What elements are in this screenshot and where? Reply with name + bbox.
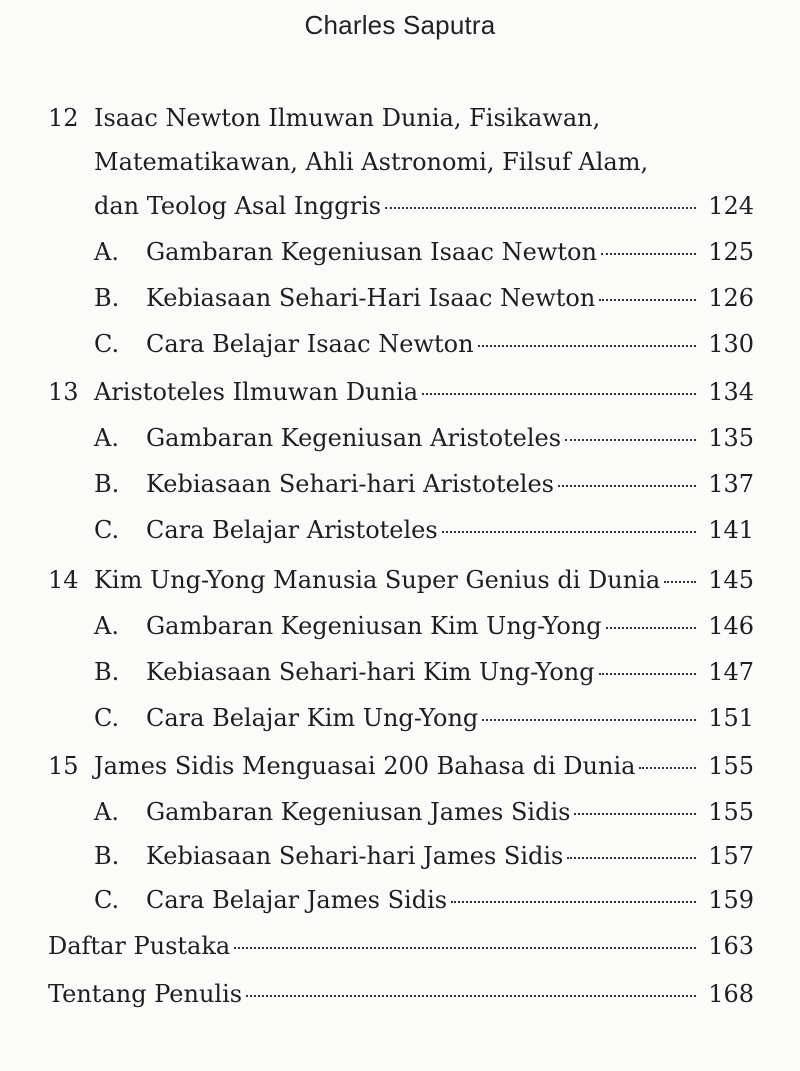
section-entry[interactable] (94, 238, 754, 266)
bibliography-entry[interactable] (48, 932, 754, 960)
section-entry[interactable] (94, 886, 754, 914)
chapter-number: 15 (48, 752, 79, 780)
section-title: Kebiasaan Sehari-hari Kim Ung-Yong (146, 658, 595, 686)
chapter-title-line: dan Teolog Asal Inggris (94, 192, 382, 220)
chapter-14-entry[interactable] (48, 566, 754, 594)
dot-leader (442, 531, 696, 533)
chapter-title-line: Isaac Newton Ilmuwan Dunia, Fisikawan, (94, 104, 601, 132)
section-title: Cara Belajar Kim Ung-Yong (146, 704, 479, 732)
chapter-12-title-line-2 (94, 148, 648, 176)
section-letter: B. (94, 842, 120, 870)
section-letter: A. (94, 798, 119, 826)
chapter-12-entry[interactable] (94, 192, 754, 220)
page-number: 126 (708, 284, 754, 312)
page-number: 145 (708, 566, 754, 594)
section-title: Gambaran Kegeniusan James Sidis (146, 798, 571, 826)
dot-leader (385, 207, 696, 209)
chapter-13-entry[interactable] (48, 378, 754, 406)
section-entry[interactable] (94, 704, 754, 732)
section-entry[interactable] (94, 330, 754, 358)
dot-leader (246, 995, 696, 997)
dot-leader (567, 857, 696, 859)
dot-leader (482, 719, 696, 721)
dot-leader (599, 299, 696, 301)
page-number: 137 (708, 470, 754, 498)
dot-leader (606, 627, 696, 629)
chapter-12-title-line-1 (48, 104, 600, 132)
section-entry[interactable] (94, 612, 754, 640)
chapter-number: 12 (48, 104, 79, 132)
dot-leader (451, 901, 696, 903)
back-matter-title: Tentang Penulis (48, 980, 243, 1008)
section-title: Cara Belajar Aristoteles (146, 516, 438, 544)
section-title: Kebiasaan Sehari-Hari Isaac Newton (146, 284, 596, 312)
page-number: 125 (708, 238, 754, 266)
chapter-title: Kim Ung-Yong Manusia Super Genius di Dunia (94, 566, 661, 594)
chapter-number: 13 (48, 378, 79, 406)
section-title: Kebiasaan Sehari-hari James Sidis (146, 842, 564, 870)
page-number: 146 (708, 612, 754, 640)
dot-leader (601, 253, 696, 255)
section-title: Gambaran Kegeniusan Aristoteles (146, 424, 562, 452)
dot-leader (478, 345, 696, 347)
dot-leader (599, 673, 696, 675)
section-entry[interactable] (94, 470, 754, 498)
section-entry[interactable] (94, 424, 754, 452)
section-letter: A. (94, 424, 119, 452)
chapter-number: 14 (48, 566, 79, 594)
section-letter: B. (94, 470, 120, 498)
section-letter: B. (94, 284, 120, 312)
section-letter: A. (94, 612, 119, 640)
chapter-title: James Sidis Menguasai 200 Bahasa di Dunia (94, 752, 636, 780)
page-number: 124 (708, 192, 754, 220)
page-number: 155 (708, 752, 754, 780)
page-number: 151 (708, 704, 754, 732)
section-entry[interactable] (94, 842, 754, 870)
dot-leader (574, 813, 696, 815)
page-number: 130 (708, 330, 754, 358)
page-number: 159 (708, 886, 754, 914)
section-entry[interactable] (94, 798, 754, 826)
section-title: Cara Belajar James Sidis (146, 886, 448, 914)
section-entry[interactable] (94, 516, 754, 544)
section-entry[interactable] (94, 658, 754, 686)
section-letter: B. (94, 658, 120, 686)
section-title: Gambaran Kegeniusan Kim Ung-Yong (146, 612, 602, 640)
section-letter: A. (94, 238, 119, 266)
section-letter: C. (94, 886, 120, 914)
page-number: 147 (708, 658, 754, 686)
dot-leader (664, 581, 696, 583)
section-title: Gambaran Kegeniusan Isaac Newton (146, 238, 597, 266)
dot-leader (565, 439, 696, 441)
chapter-title-line: Matematikawan, Ahli Astronomi, Filsuf Alam, (94, 148, 649, 176)
dot-leader (639, 767, 696, 769)
dot-leader (422, 393, 696, 395)
dot-leader (558, 485, 696, 487)
back-matter-title: Daftar Pustaka (48, 932, 231, 960)
page-number: 135 (708, 424, 754, 452)
chapter-15-entry[interactable] (48, 752, 754, 780)
section-title: Cara Belajar Isaac Newton (146, 330, 474, 358)
chapter-title: Aristoteles Ilmuwan Dunia (94, 378, 419, 406)
section-entry[interactable] (94, 284, 754, 312)
page-number: 134 (708, 378, 754, 406)
section-letter: C. (94, 704, 120, 732)
page-number: 157 (708, 842, 754, 870)
section-letter: C. (94, 516, 120, 544)
section-title: Kebiasaan Sehari-hari Aristoteles (146, 470, 554, 498)
section-letter: C. (94, 330, 120, 358)
page-number: 163 (708, 932, 754, 960)
about-author-entry[interactable] (48, 980, 754, 1008)
running-header-author: Charles Saputra (304, 10, 496, 40)
dot-leader (234, 947, 696, 949)
page-number: 168 (708, 980, 754, 1008)
page-number: 141 (708, 516, 754, 544)
page-number: 155 (708, 798, 754, 826)
